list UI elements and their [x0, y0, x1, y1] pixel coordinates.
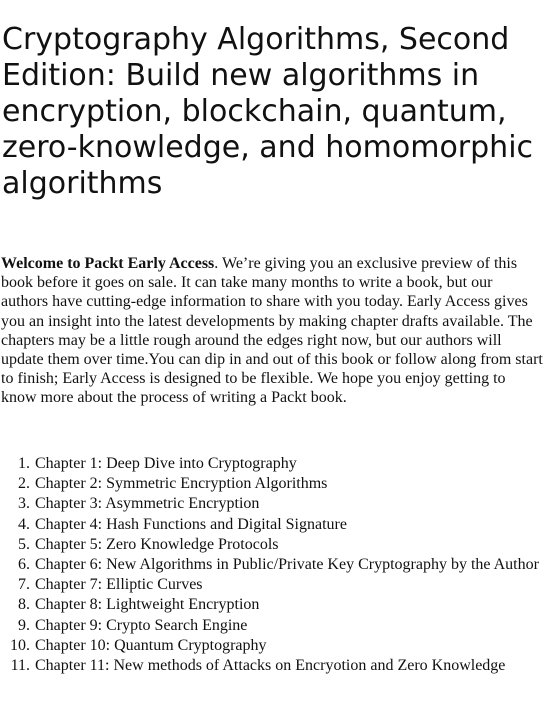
chapter-label: Chapter 6: New Algorithms in Public/Private Key Cryptography by the Author: [35, 556, 539, 574]
chapter-item: [0, 595, 546, 615]
chapter-label: Chapter 10: Quantum Cryptography: [35, 636, 267, 654]
chapter-number: 10.: [10, 636, 30, 654]
chapter-item: [0, 555, 546, 575]
chapter-number: 3.: [18, 495, 30, 513]
chapter-item: [0, 656, 546, 676]
book-title: Cryptography Algorithms, Second Edition: Build new algorithms in encryption, blockchain, quantum, zero-knowledge, and homomorphic algorithms: [2, 22, 534, 201]
chapter-item: [0, 454, 546, 474]
chapter-item: [0, 636, 546, 656]
chapter-label: Chapter 8: Lightweight Encryption: [35, 596, 260, 614]
chapter-number: 2.: [18, 475, 30, 493]
chapter-item: [0, 535, 546, 555]
chapter-label: Chapter 11: New methods of Attacks on Encryotion and Zero Knowledge: [35, 657, 506, 675]
chapter-number: 1.: [18, 455, 30, 472]
chapter-label: Chapter 7: Elliptic Curves: [35, 576, 203, 594]
chapter-number: 9.: [18, 616, 30, 634]
chapter-label: Chapter 1: Deep Dive into Cryptography: [35, 455, 297, 472]
chapter-item: [0, 616, 546, 636]
intro-lead: Welcome to Packt Early Access: [1, 255, 215, 272]
chapter-number: 11.: [10, 657, 30, 675]
chapter-number: 6.: [18, 556, 30, 574]
chapter-label: Chapter 2: Symmetric Encryption Algorithms: [35, 475, 328, 493]
chapter-label: Chapter 3: Asymmetric Encryption: [35, 495, 260, 513]
chapter-number: 5.: [18, 535, 30, 553]
chapter-list: [0, 454, 546, 676]
chapter-item: [0, 474, 546, 494]
chapter-number: 4.: [18, 515, 30, 533]
chapter-number: 7.: [18, 576, 30, 594]
chapter-label: Chapter 4: Hash Functions and Digital Signature: [35, 515, 347, 533]
chapter-label: Chapter 9: Crypto Search Engine: [35, 616, 248, 634]
chapter-label: Chapter 5: Zero Knowledge Protocols: [35, 535, 279, 553]
chapter-number: 8.: [18, 596, 30, 614]
intro-paragraph: [1, 254, 543, 408]
chapter-item: [0, 494, 546, 514]
chapter-item: [0, 575, 546, 595]
intro-body: . We’re giving you an exclusive preview of this book before it goes on sale. It can take many months to write a book, but our authors have cutting-edge information to share with you today. Early Access gives you an insight into the latest developments by making chapter drafts available. The chapters may be a little rough around the edges right now, but our authors will update them over time.You can dip in and out of this book or follow along from start to finish; Early Access is designed to be flexible. We hope you enjoy getting to know more about the process of writing a Packt book.: [1, 255, 543, 407]
chapter-item: [0, 515, 546, 535]
